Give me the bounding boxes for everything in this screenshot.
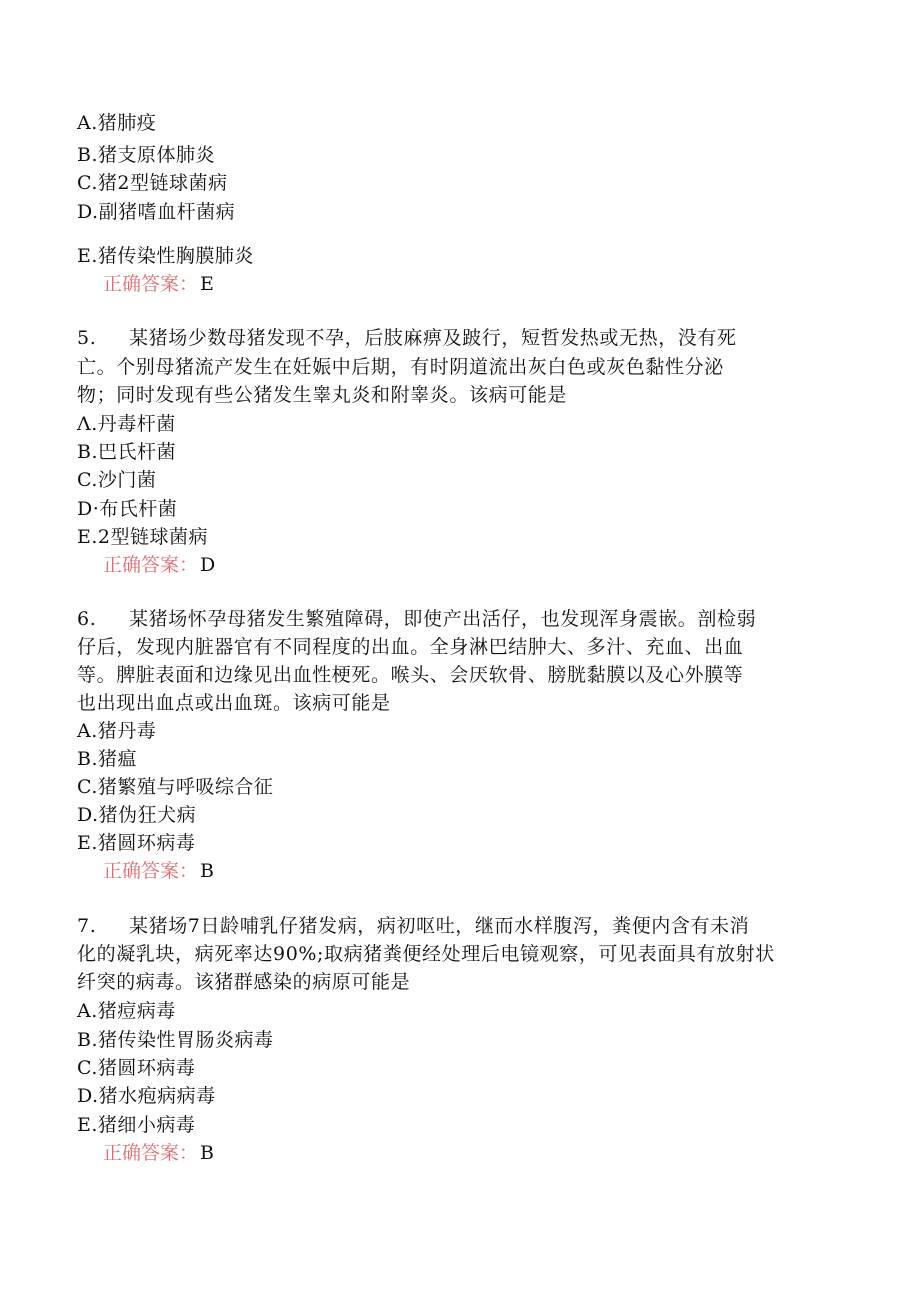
question-6-stem-line: 也出现出血点或出血斑。该病可能是	[77, 692, 391, 714]
option-b: B.猪支原体肺炎	[77, 144, 216, 166]
correct-answer	[103, 859, 214, 883]
question-7-stem-line: 化的凝乳块，病死率达90%;取病猪粪便经处理后电镜观察，可见表面具有放射状	[77, 943, 775, 965]
option-d: D.猪伪狂犬病	[77, 804, 197, 826]
question-5-stem-line: 物；同时发现有些公猪发生睾丸炎和附睾炎。该病可能是	[77, 384, 568, 406]
question-6-stem-line	[77, 607, 756, 631]
question-6-stem-line: 仔后，发现内脏器官有不同程度的出血。全身淋巴结肿大、多汁、充血、出血	[77, 636, 744, 658]
question-5-stem-line: 亡。个别母猪流产发生在妊娠中后期，有时阴道流出灰白色或灰色黏性分泌	[77, 356, 724, 378]
option-b: B.猪瘟	[77, 748, 138, 770]
option-d: D.猪水疱病病毒	[77, 1085, 216, 1107]
correct-answer	[103, 272, 214, 296]
option-c: C.沙门菌	[77, 469, 157, 491]
answer-value: B	[200, 1142, 214, 1164]
option-a: A.猪肺疫	[77, 112, 157, 134]
option-c: C.猪圆环病毒	[77, 1057, 196, 1079]
question-text: 某猪场怀孕母猪发生繁殖障碍，即使产出活仔，也发现浑身震嵌。剖检弱	[129, 608, 757, 630]
option-a: A.猪丹毒	[77, 720, 157, 742]
answer-value: D	[200, 554, 216, 576]
question-number: 5.	[77, 327, 97, 349]
answer-value: E	[200, 273, 214, 295]
option-d: D·布氏杆菌	[77, 498, 178, 520]
question-text: 某猪场少数母猪发现不孕，后肢麻痹及跛行，短哲发热或无热，没有死	[129, 327, 737, 349]
option-e: E.猪传染性胸膜肺炎	[77, 245, 254, 267]
option-b: B.猪传染性胃肠炎病毒	[77, 1029, 274, 1051]
question-number: 7.	[77, 915, 97, 937]
option-e: E.猪细小病毒	[77, 1114, 196, 1136]
option-c: C.猪2型链球菌病	[77, 172, 228, 194]
option-b: B.巴氏杆菌	[77, 441, 177, 463]
question-7-stem-line	[77, 914, 749, 938]
question-5-stem-line	[77, 326, 737, 350]
option-a: Λ.丹毒杆菌	[77, 413, 176, 435]
option-a: A.猪痘病毒	[77, 1000, 176, 1022]
correct-answer	[103, 1141, 214, 1165]
option-e: E.猪圆环病毒	[77, 832, 196, 854]
option-c: C.猪繁殖与呼吸综合征	[77, 776, 274, 798]
correct-answer	[103, 553, 215, 577]
question-6-stem-line: 等。脾脏表面和边缘见出血性梗死。喉头、会厌软骨、膀胱黏膜以及心外膜等	[77, 664, 744, 686]
answer-label: 正确答案：	[103, 273, 199, 295]
question-text: 某猪场7日龄哺乳仔猪发病，病初呕吐，继而水样腹泻，粪便内含有未消	[129, 915, 750, 937]
answer-label: 正确答案：	[103, 554, 199, 576]
answer-label: 正确答案：	[103, 860, 199, 882]
question-7-stem-line: 纤突的病毒。该猪群感染的病原可能是	[77, 971, 411, 993]
option-e: E.2型链球菌病	[77, 526, 208, 548]
question-number: 6.	[77, 608, 97, 630]
option-d: D.副猪嗜血杆菌病	[77, 201, 236, 223]
answer-value: B	[200, 860, 214, 882]
answer-label: 正确答案：	[103, 1142, 199, 1164]
